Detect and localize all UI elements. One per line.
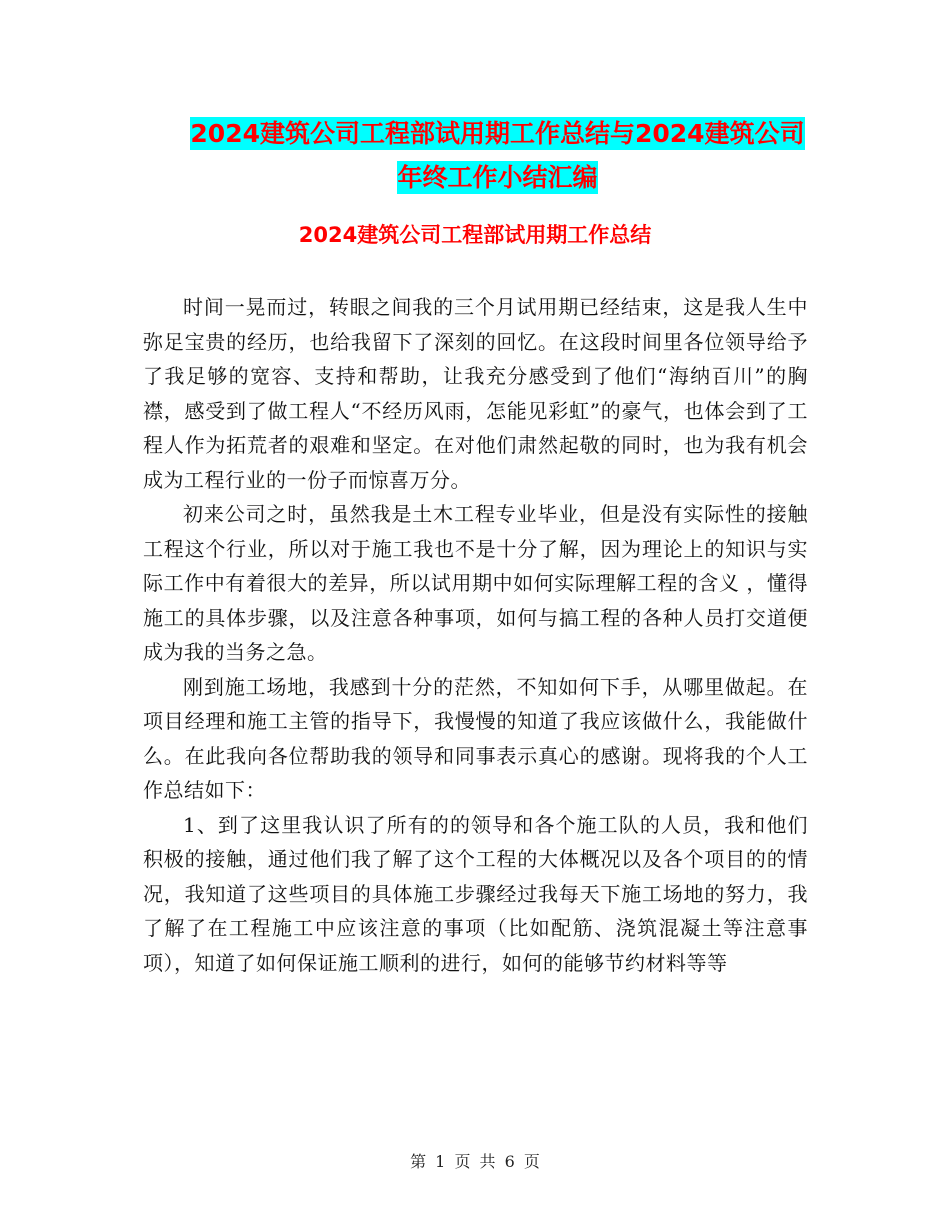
section-title: 2024建筑公司工程部试用期工作总结 [298,223,652,247]
paragraph: 1、到了这里我认识了所有的的领导和各个施工队的人员，我和他们积极的接触，通过他们我了解了这个工程的大体概况以及各个项目的的情况，我知道了这些项目的具体施工步骤经过我每天下施工场地的努力，我了解了在工程施工中应该注意的事项（比如配筋、浇筑混凝土等注意事项），知道了如何保证施工顺利的进行，如何的能够节约材料等等 [143,812,808,975]
paragraph: 刚到施工场地，我感到十分的茫然，不知如何下手，从哪里做起。在项目经理和施工主管的指导下，我慢慢的知道了我应该做什么，我能做什么。在此我向各位帮助我的领导和同事表示真心的感谢。现将我的个人工作总结如下： [143,674,808,802]
paragraph: 初来公司之时，虽然我是土木工程专业毕业，但是没有实际性的接触工程这个行业，所以对于施工我也不是十分了解，因为理论上的知识与实际工作中有着很大的差异，所以试用期中如何实际理解工程的含义 ，懂得施工的具体步骤，以及注意各种事项，如何与搞工程的各种人员打交道便成为我的当务之急。 [143,502,808,664]
main-title-line-2: 年终工作小结汇编 [397,163,598,192]
paragraph: 时间一晃而过，转眼之间我的三个月试用期已经结束，这是我人生中弥足宝贵的经历，也给我留下了深刻的回忆。在这段时间里各位领导给予了我足够的宽容、支持和帮助，让我充分感受到了他们“海纳百川”的胸襟，感受到了做工程人“不经历风雨，怎能见彩虹”的豪气，也体会到了工程人作为拓荒者的艰难和坚定。在对他们肃然起敬的同时，也为我有机会成为工程行业的一份子而惊喜万分。 [143,295,808,492]
main-title-line-1: 2024建筑公司工程部试用期工作总结与2024建筑公司 [190,119,805,148]
page-number-footer: 第 1 页 共 6 页 [410,1152,540,1171]
body-text [143,290,808,980]
document-main-title [120,112,875,200]
